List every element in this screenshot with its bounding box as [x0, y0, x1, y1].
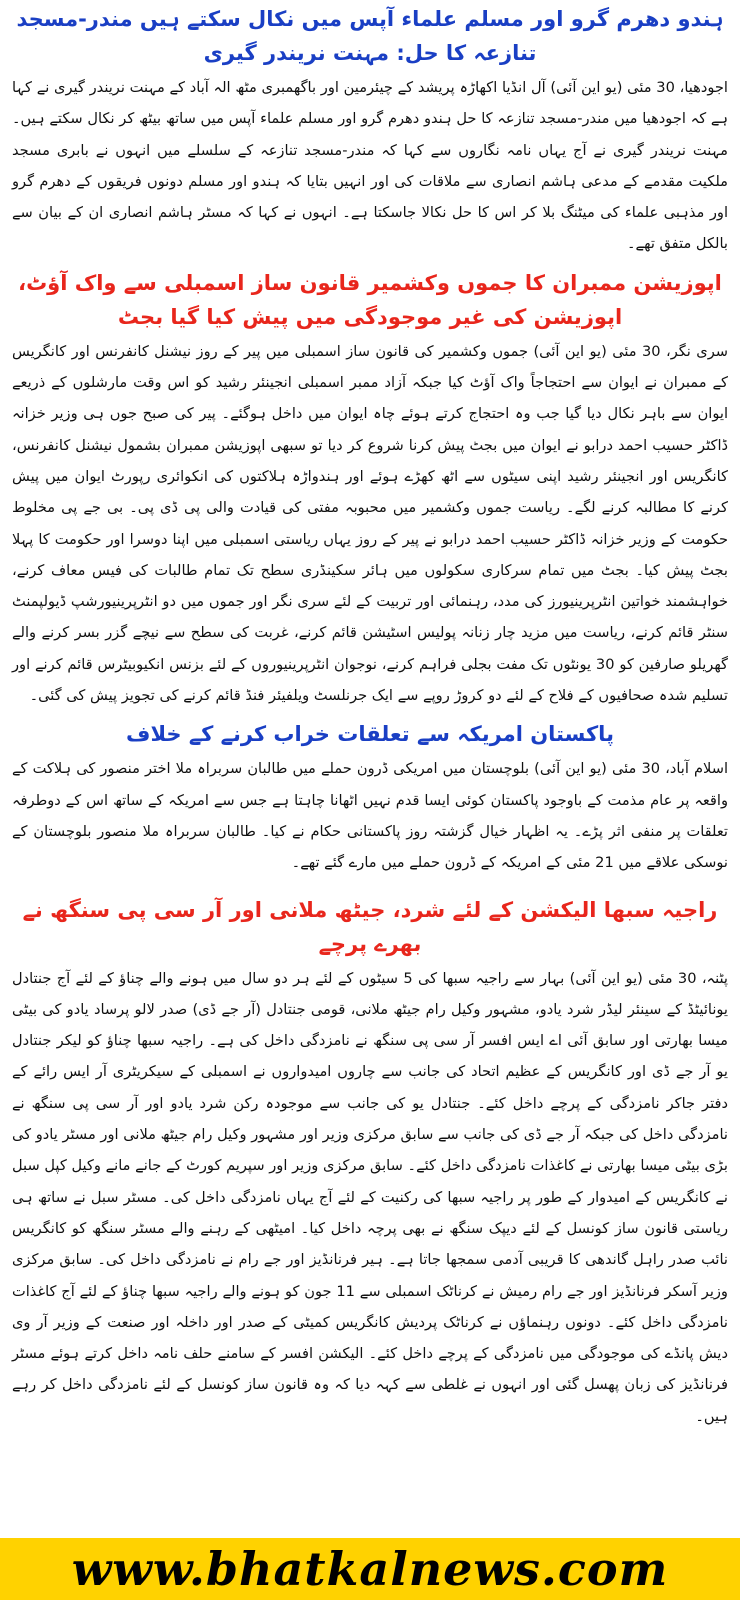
article-body: اجودھیا، 30 مئی (یو این آئی) آل انڈیا اکھاڑہ پریشد کے چیئرمین اور باگھمبری مٹھ الہ آباد کے مہنت نریندر گیری نے کہا ہے کہ اجودھیا میں مندر-مسجد تنازعہ کا حل ہندو دھرم گرو اور مسلم علماء آپس میں ساتھ بیٹھ کر نکال سکتے ہیں۔ مہنت نریندر گیری نے آج یہاں نامہ نگاروں سے کہا کہ مندر-مسجد تنازعہ کے سلسلے میں انہوں نے بابری مسجد ملکیت مقدمے کے مدعی ہاشم انصاری سے ملاقات کی اور انہیں بتایا کہ ہندو اور مسلم دونوں فریقوں کے دھرم گرو اور مذہبی علماء کی میٹنگ بلا کر اس کا حل نکالا جاسکتا ہے۔ انہوں نے کہا کہ مسٹر ہاشم انصاری ان کے بیان سے بالکل متفق تھے۔ — [12, 79, 728, 253]
watermark-text: www.bhatkalnews.com — [71, 1542, 669, 1596]
article-headline: ہندو دھرم گرو اور مسلم علماء آپس میں نکال سکتے ہیں مندر-مسجد تنازعہ کا حل: مہنت نریندر گیری — [16, 7, 724, 65]
article-jk-budget — [0, 260, 740, 712]
article-body: اسلام آباد، 30 مئی (یو این آئی) بلوچستان میں امریکی ڈرون حملے میں طالبان سربراہ ملا اختر منصور کی ہلاکت کے واقعہ پر عام مذمت کے باوجود پاکستان کوئی ایسا قدم نہیں اٹھانا چاہتا ہے جس سے امریکہ کے ساتھ اس کے دوطرفہ تعلقات پر منفی اثر پڑے۔ یہ اظہار خیال گزشتہ روز پاکستانی حکام نے کیا۔ طالبان سربراہ ملا منصور بلوچستان کے نوسکی علاقے میں 21 مئی کے امریکہ کے ڈرون حملے میں مارے گئے تھے۔ — [12, 760, 729, 872]
watermark-banner — [0, 1538, 740, 1600]
article-pakistan-us — [0, 711, 740, 878]
article-headline: اپوزیشن ممبران کا جموں وکشمیر قانون ساز اسمبلی سے واک آؤٹ، اپوزیشن کی غیر موجودگی میں پیش کیا گیا بجٹ — [18, 270, 722, 329]
article-rajya-sabha — [0, 879, 740, 1432]
article-ayodhya — [0, 0, 740, 260]
article-headline: راجیہ سبھا الیکشن کے لئے شرد، جیٹھ ملانی اور آر سی پی سنگھ نے بھرے پرچے — [22, 897, 718, 956]
article-headline: پاکستان امریکہ سے تعلقات خراب کرنے کے خلاف — [126, 722, 614, 747]
article-body: پٹنہ، 30 مئی (یو این آئی) بہار سے راجیہ سبھا کی 5 سیٹوں کے لئے ہر دو سال میں ہونے والے چناؤ کے لئے آج جنتادل یونائیٹڈ کے سینئر لیڈر شرد یادو، مشہور وکیل رام جیٹھ ملانی، قومی جنتادل (آر جے ڈی) صدر لالو پرساد یادو کی بیٹی میسا بھارتی اور سابق آئی اے ایس افسر آر سی پی سنگھ نے نامزدگی داخل کی ہے۔ راجیہ سبھا چناؤ کو لیکر جنتادل یو آر جے ڈی اور کانگریس کے عظیم اتحاد کی جانب سے چاروں امیدواروں نے اسمبلی کے سیکریٹری آر ایس رائے کے دفتر جاکر نامزدگی کے پرچے داخل کئے۔ جنتادل یو کی جانب سے موجودہ رکن شرد یادو اور آر سی پی سنگھ نے نامزدگی داخل کی جبکہ آر جے ڈی کی جانب سے سابق مرکزی وزیر اور مشہور وکیل رام جیٹھ ملانی اور مسٹر یادو کی بڑی بیٹی میسا بھارتی نے کاغذات نامزدگی داخل کئے۔ سابق مرکزی وزیر اور سپریم کورٹ کے جانے مانے وکیل کپل سبل نے کانگریس کے امیدوار کے طور پر راجیہ سبھا کی رکنیت کے لئے آج یہاں نامزدگی داخل کی۔ مسٹر سبل نے ساتھ ہی ریاستی قانون ساز کونسل کے لئے دیپک سنگھ نے بھی پرچہ داخل کیا۔ امیٹھی کے رہنے والے مسٹر سنگھ کو کانگریس نائب صدر راہل گاندھی کا قریبی آدمی سمجھا جاتا ہے۔ ہیر فرنانڈیز اور جے رام نے نامزدگی داخل کی۔ سابق مرکزی وزیر آسکر فرنانڈیز اور جے رام رمیش نے کرناٹک اسمبلی سے 11 جون کو ہونے والے راجیہ سبھا چناؤ کے لئے آج کاغذات نامزدگی داخل کئے۔ دونوں رہنماؤں نے کرناٹک پردیش کانگریس کمیٹی کے صدر اور داخلہ اور صنعت کے وزیر آر وی دیش پانڈے کی موجودگی میں نامزدگی کے پرچے داخل کئے۔ الیکشن افسر کے سامنے حلف نامہ داخل کرتے ہوئے مسٹر فرنانڈیز کی زبان پھسل گئی اور انہوں نے غلطی سے کہہ دیا کہ وہ قانون ساز کونسل کے لئے نامزدگی داخل کر رہے ہیں۔ — [12, 969, 728, 1425]
article-body: سری نگر، 30 مئی (یو این آئی) جموں وکشمیر کی قانون ساز اسمبلی میں پیر کے روز نیشنل کانفرنس اور کانگریس کے ممبران نے ایوان سے احتجاجاً واک آؤٹ کیا جبکہ آزاد ممبر اسمبلی انجینئر رشید کو اس وقت مارشلوں کے ذریعے ایوان سے باہر نکال دیا گیا جب وہ احتجاج کرتے ہوئے چاہ ایوان میں داخل ہوگئے۔ پیر کی صبح جوں ہی وزیر خزانہ ڈاکٹر حسیب احمد درابو نے ایوان میں بجٹ پیش کرنا شروع کر دیا تو سبھی اپوزیشن ممبران بشمول نیشنل کانفرنس، کانگریس اور انجینئر رشید اپنی سیٹوں سے اٹھ کھڑے ہوئے اور ہندواڑہ ہلاکتوں کی انکوائری رپورٹ ایوان میں پیش کرنے کا مطالبہ کرنے لگے۔ ریاست جموں وکشمیر میں محبوبہ مفتی کی قیادت والی پی ڈی پی۔ بی جے پی مخلوط حکومت کے وزیر خزانہ ڈاکٹر حسیب احمد درابو نے پیر کے روز یہاں ریاستی اسمبلی میں اپنا دوسرا اور حکومت کا پہلا بجٹ پیش کیا۔ بجٹ میں تمام سرکاری سکولوں میں ہائر سکینڈری سطح تک تمام طالبات کی فیس معاف کرنے، خواہشمند خواتین انٹرپرینیورز کی مدد، رہنمائی اور تربیت کے لئے سری نگر اور جموں میں دو انٹرپرینیورشپ ڈیولپمنٹ سنٹر قائم کرنے، ریاست میں مزید چار زنانہ پولیس اسٹیشن قائم کرنے، غربت کی سطح سے نیچے گزر بسر کرنے والے گھریلو صارفین کو 30 یونٹوں تک مفت بجلی فراہم کرنے، نوجوان انٹرپرینیوروں کے لئے بزنس انکیوبیٹرس قائم کرنے اور تسلیم شدہ صحافیوں کے فلاح کے لئے دو کروڑ روپے سے ایک جرنلسٹ ویلفیئر فنڈ قائم کرنے کی تجویز پیش کی گئی۔ — [12, 342, 728, 705]
